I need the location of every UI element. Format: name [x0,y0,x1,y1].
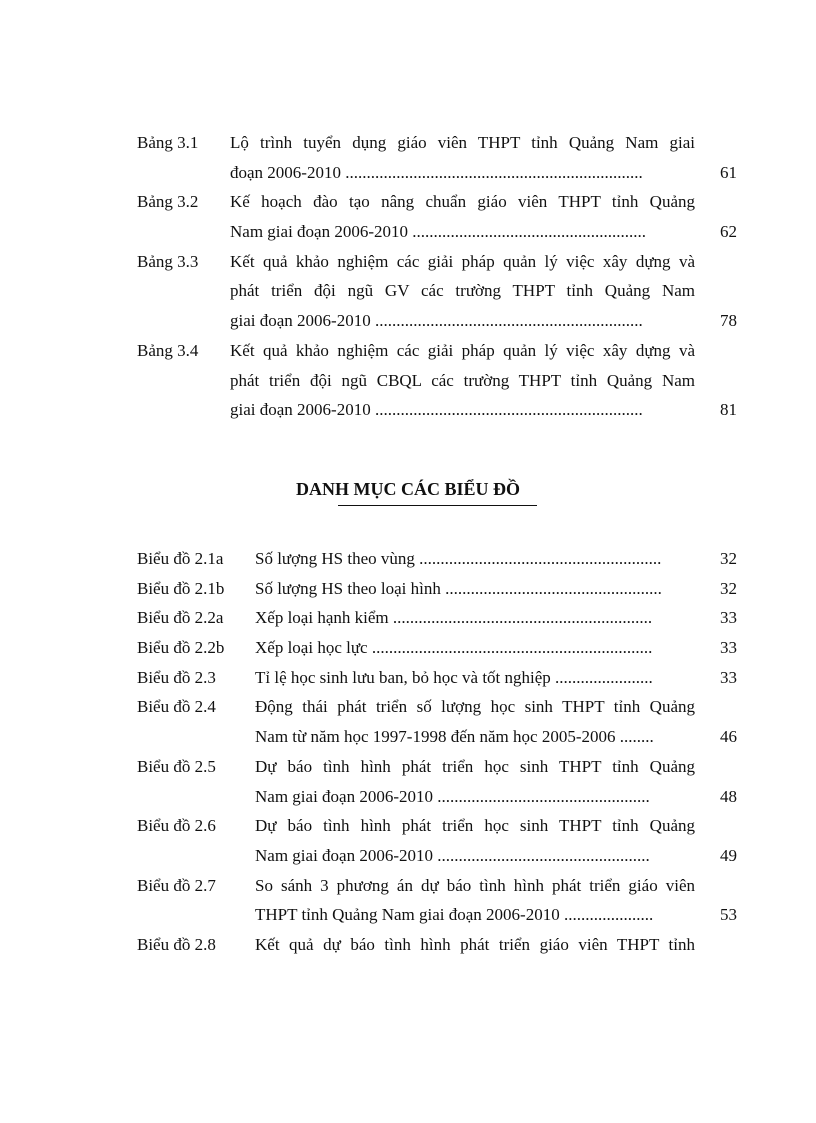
page-number: 81 [720,400,737,420]
entry-label: Biểu đồ 2.7 [137,875,216,895]
section-title: DANH MỤC CÁC BIỂU ĐỒ [296,479,520,499]
toc-entry-chart-2-5 [137,752,737,811]
chart-list [137,544,737,960]
page-number: 33 [720,608,737,628]
entry-title-line: Dự báo tình hình phát triển học sinh THPT tỉnh Quảng [255,756,695,776]
entry-label: Biểu đồ 2.3 [137,667,216,687]
entry-title-last-line: Xếp loại hạnh kiểm ............................................................. [255,608,653,628]
entry-title-last-line: THPT tỉnh Quảng Nam giai đoạn 2006-2010 ..................... [255,905,654,925]
page-number: 62 [720,222,737,242]
page-number: 46 [720,727,737,747]
entry-title-line: Lộ trình tuyển dụng giáo viên THPT tỉnh Quảng Nam giai [230,133,695,152]
page-number: 49 [720,845,737,865]
toc-entry-chart-2-1b [137,574,737,604]
toc-entry-chart-2-7 [137,871,737,930]
entry-title-last-line: Xếp loại học lực .................................................................. [255,638,653,658]
title-underline [338,505,537,506]
page-number: 53 [720,905,737,925]
entry-title-line: Dự báo tình hình phát triển học sinh THPT tỉnh Quảng [255,816,695,836]
entry-label: Bảng 3.3 [137,251,199,271]
page-number: 32 [720,549,737,568]
page-number: 61 [720,162,737,182]
entry-label: Biểu đồ 2.4 [137,697,216,717]
entry-title-line: Kết quả dự báo tình hình phát triển giáo viên THPT tỉnh [255,934,695,954]
entry-title-line: phát triển đội ngũ CBQL các trường THPT tỉnh Quảng Nam [230,370,695,390]
toc-entry-chart-2-8 [137,930,737,960]
entry-title-last-line: Tỉ lệ học sinh lưu ban, bỏ học và tốt nghiệp ....................... [255,667,653,687]
page-number: 48 [720,786,737,806]
toc-entry-table-3-2 [137,187,737,246]
entry-label: Biểu đồ 2.2b [137,638,225,658]
entry-title-last-line: Nam từ năm học 1997-1998 đến năm học 2005-2006 ........ [255,727,654,747]
toc-entry-chart-2-2a [137,603,737,633]
entry-title-line: Động thái phát triển số lượng học sinh THPT tỉnh Quảng [255,697,695,717]
entry-title-last-line: Số lượng HS theo loại hình ................................................... [255,578,662,598]
entry-label: Biểu đồ 2.1b [137,578,225,598]
entry-title-line: phát triển đội ngũ GV các trường THPT tỉnh Quảng Nam [230,281,695,301]
entry-label: Bảng 3.2 [137,192,199,212]
toc-entry-table-3-4 [137,336,737,425]
table-list [137,128,737,425]
entry-label: Bảng 3.4 [137,340,199,360]
entry-title-last-line: giai đoạn 2006-2010 ............................................................... [230,400,643,420]
entry-title-line: So sánh 3 phương án dự báo tình hình phát triển giáo viên [255,875,695,895]
entry-title-line: Kết quả khảo nghiệm các giải pháp quản lý việc xây dựng và [230,251,695,271]
entry-title-last-line: Nam giai đoạn 2006-2010 .................................................. [255,786,650,806]
entry-title-last-line: Nam giai đoạn 2006-2010 .................................................. [255,845,650,865]
entry-label: Biểu đồ 2.5 [137,756,216,776]
toc-entry-chart-2-3 [137,663,737,693]
entry-title-last-line: Số lượng HS theo vùng ......................................................... [255,549,662,568]
entry-title-last-line: Nam giai đoạn 2006-2010 ....................................................... [230,222,646,242]
page-number: 32 [720,578,737,598]
entry-label: Biểu đồ 2.1a [137,549,224,568]
entry-title-line: Kế hoạch đào tạo nâng chuẩn giáo viên THPT tỉnh Quảng [230,192,695,212]
toc-entry-chart-2-6 [137,811,737,870]
page-number: 33 [720,667,737,687]
entry-label: Biểu đồ 2.2a [137,608,224,628]
entry-label: Biểu đồ 2.6 [137,816,216,836]
toc-entry-chart-2-2b [137,633,737,663]
page-number: 33 [720,638,737,658]
entry-label: Bảng 3.1 [137,133,199,152]
entry-title-last-line: giai đoạn 2006-2010 ............................................................... [230,311,643,331]
entry-label: Biểu đồ 2.8 [137,934,216,954]
page-number: 78 [720,311,737,331]
entry-title-last-line: đoạn 2006-2010 ...................................................................... [230,162,643,182]
toc-entry-chart-2-1a [137,544,737,574]
toc-entry-table-3-1 [137,128,737,187]
toc-entry-chart-2-4 [137,692,737,751]
entry-title-line: Kết quả khảo nghiệm các giải pháp quản lý việc xây dựng và [230,340,695,360]
toc-entry-table-3-3 [137,247,737,336]
